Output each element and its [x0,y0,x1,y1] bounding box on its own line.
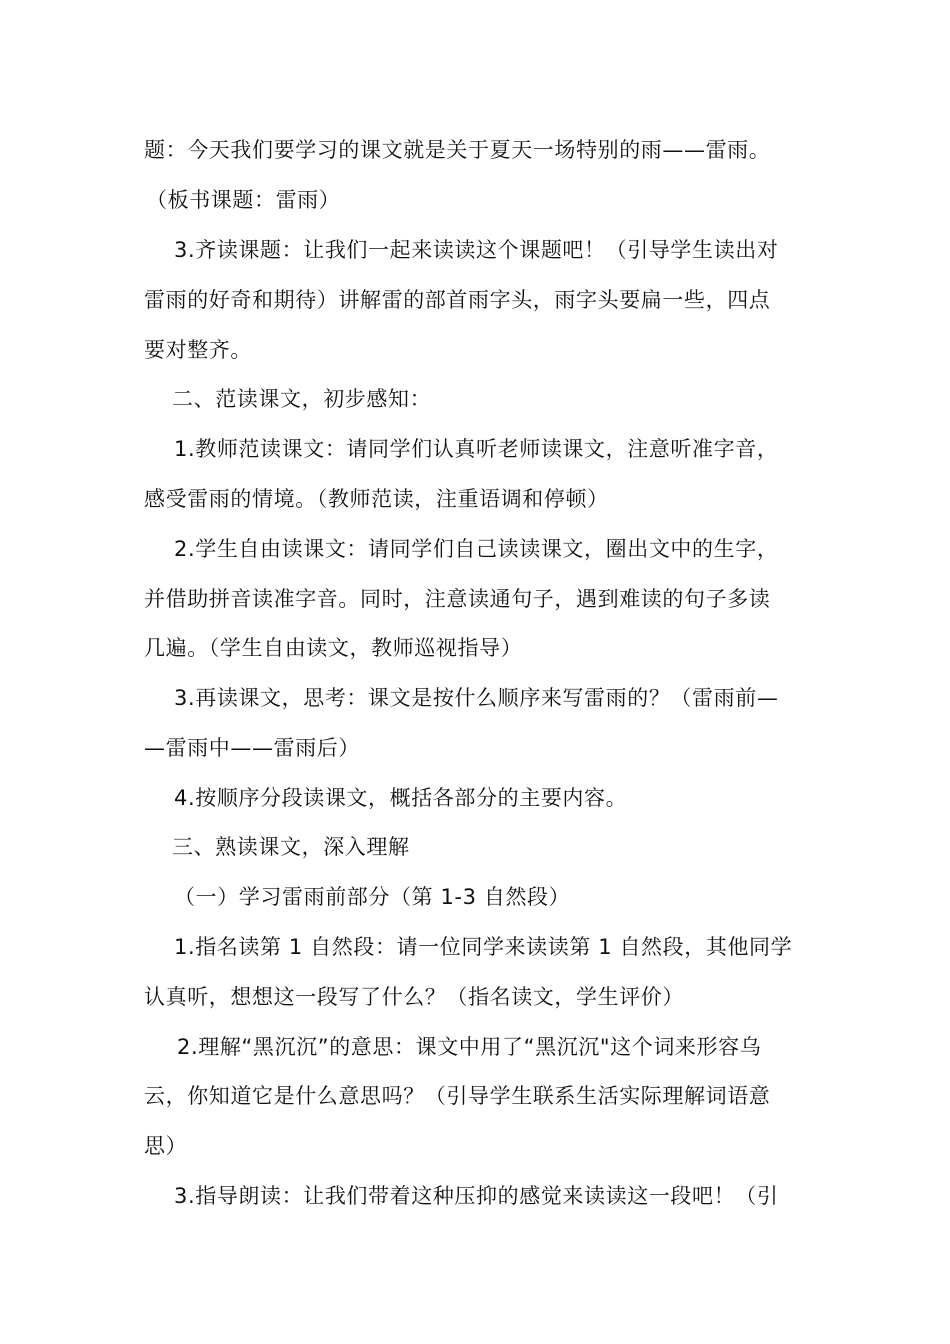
text-line: 2.理解“黑沉沉”的意思：课文中用了“黑沉沉"这个词来形容乌 [177,1035,762,1059]
text-line: （一）学习雷雨前部分（第 1-3 自然段） [174,885,571,909]
text-line: 三、熟读课文，深入理解 [172,835,410,859]
text-line: 2.学生自由读课文：请同学们自己读读课文，圈出文中的生字， [174,537,779,561]
text-line: 1.指名读第 1 自然段：请一位同学来读读第 1 自然段，其他同学 [174,935,793,959]
text-line: 雷雨的好奇和期待）讲解雷的部首雨字头，雨字头要扁一些，四点 [144,288,771,312]
text-line: 1.教师范读课文：请同学们认真听老师读课文，注意听准字音， [174,437,779,461]
text-line: 要对整齐。 [144,338,252,362]
text-line: —雷雨中——雷雨后） [144,736,360,760]
text-line: 3.再读课文，思考：课文是按什么顺序来写雷雨的？（雷雨前— [174,686,779,710]
text-line: 并借助拼音读准字音。同时，注意读通句子，遇到难读的句子多读 [144,587,771,611]
text-line: 题：今天我们要学习的课文就是关于夏天一场特别的雨——雷雨。 [144,138,771,162]
text-line: （板书课题：雷雨） [146,188,341,212]
text-line: 二、范读课文，初步感知： [172,387,432,411]
text-line: 3.齐读课题：让我们一起来读读这个课题吧！（引导学生读出对 [174,238,779,262]
text-line: 认真听，想想这一段写了什么？（指名读文，学生评价） [144,985,684,1009]
text-line: 几遍。（学生自由读文，教师巡视指导） [144,636,523,660]
text-line: 感受雷雨的情境。（教师范读，注重语调和停顿） [144,487,609,511]
text-line: 云，你知道它是什么意思吗？（引导学生联系生活实际理解词语意 [144,1084,771,1108]
text-line: 4.按顺序分段读课文，概括各部分的主要内容。 [174,786,628,810]
text-line: 3.指导朗读：让我们带着这种压抑的感觉来读读这一段吧！（引 [174,1184,779,1208]
text-line: 思） [144,1134,188,1158]
